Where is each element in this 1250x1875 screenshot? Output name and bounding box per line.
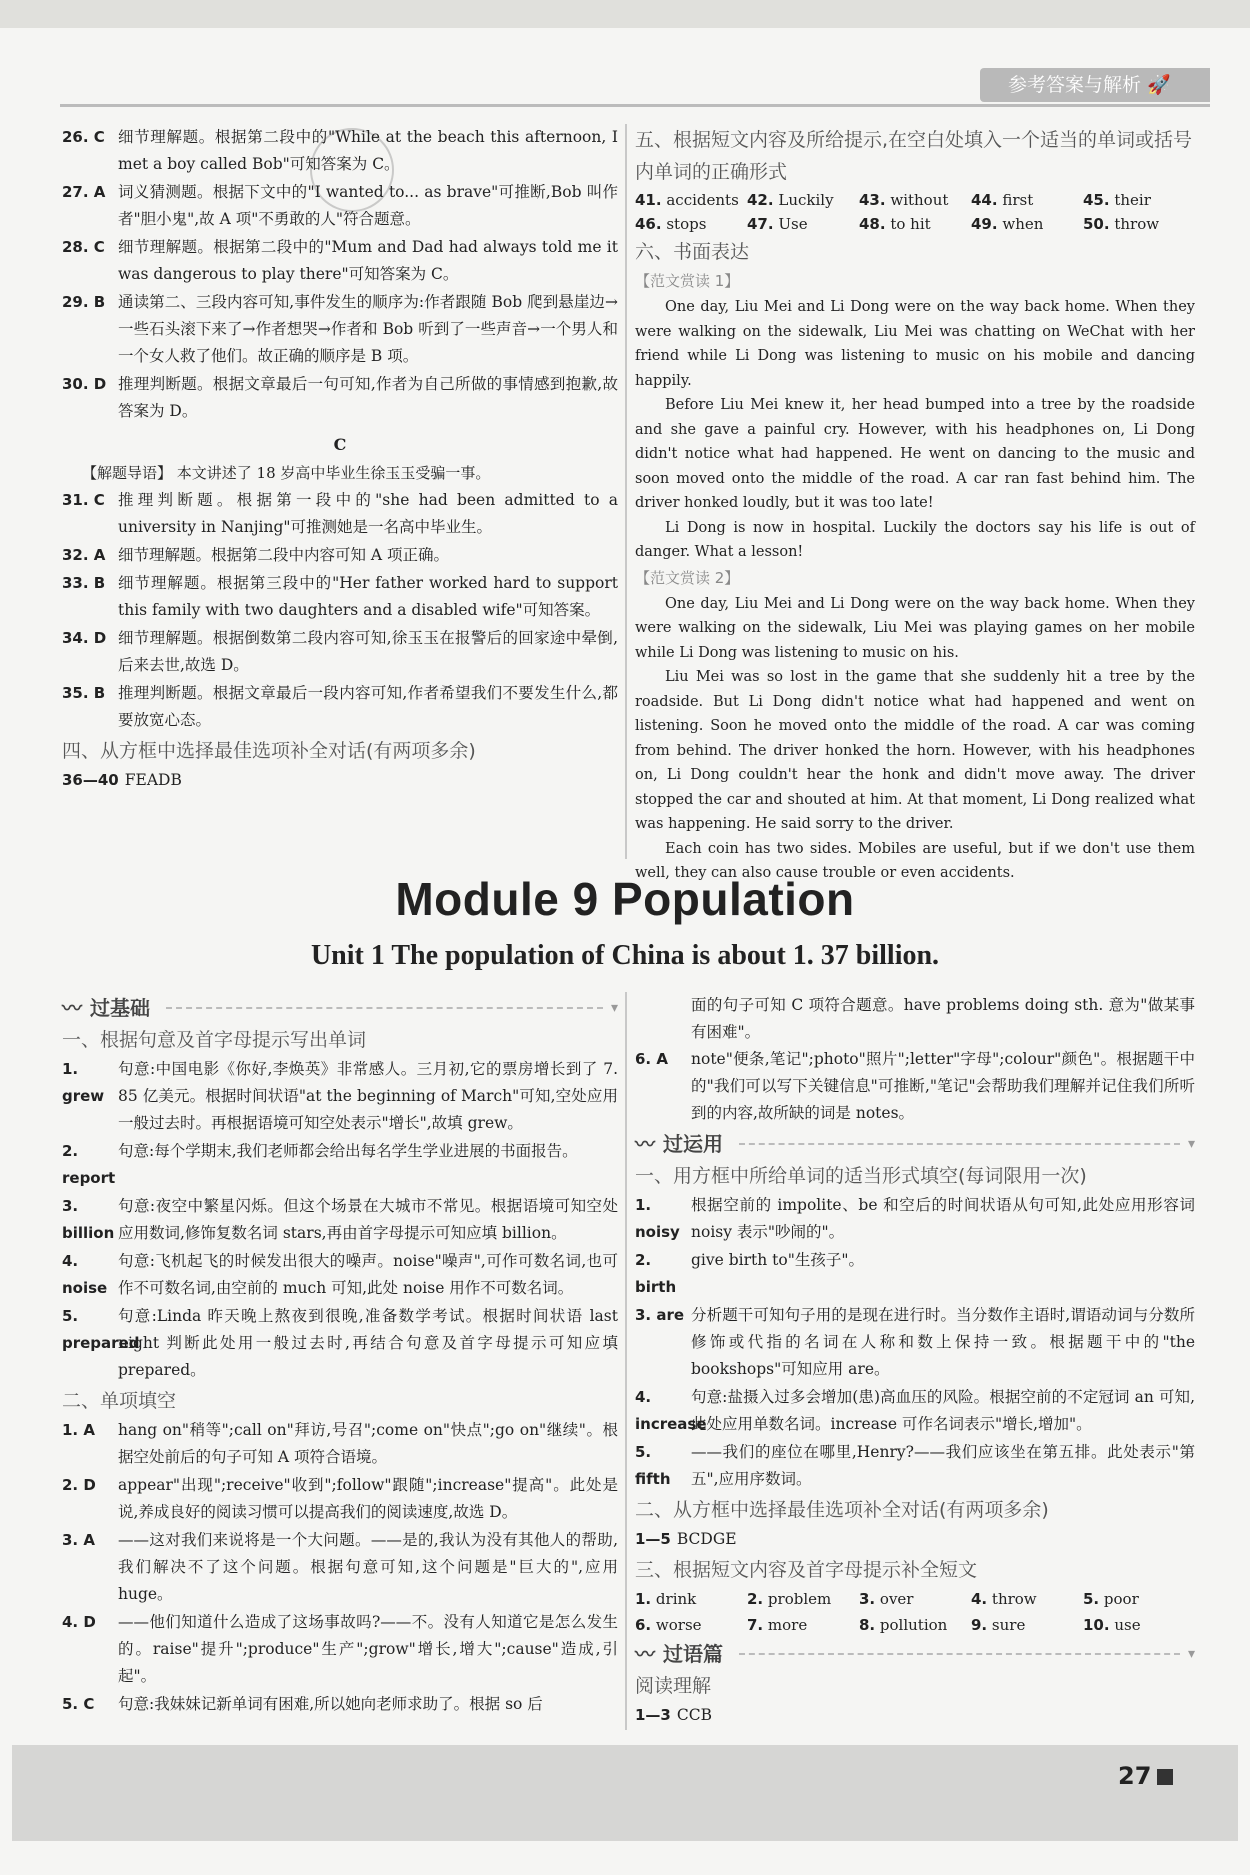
item-number: 5. prepared (62, 1307, 140, 1352)
answer-cell (859, 188, 971, 212)
item-text: give birth to"生孩子"。 (691, 1251, 864, 1269)
item-number: 1. grew (62, 1060, 105, 1105)
list-item (62, 234, 618, 288)
answer-cell (635, 1586, 747, 1612)
section-6-title: 六、书面表达 (635, 241, 750, 263)
item-text: 细节理解题。根据倒数第二段内容可知,徐玉玉在报警后的回家途中晕倒,后来去世,故选 D。 (118, 629, 618, 674)
answer-number: 2. (747, 1590, 764, 1608)
answer-cell (635, 212, 747, 236)
answer-cell (1083, 188, 1195, 212)
answer-number: 41. (635, 191, 662, 209)
item-number: 1. A (62, 1421, 95, 1439)
answer-word: problem (767, 1590, 832, 1608)
item-number: 31. C (62, 491, 105, 509)
item-text: 句意:Linda 昨天晚上熬夜到很晚,准备数学考试。根据时间状语 last night 判断此处用一般过去时,再结合句意及首字母提示可知应填 prepared。 (118, 1307, 618, 1379)
header-tab (980, 68, 1210, 102)
top-right-column (635, 124, 1195, 886)
reading-answer (635, 1702, 1195, 1729)
answer-word: over (879, 1590, 914, 1608)
answer-word: throw (1114, 215, 1160, 233)
item-text: 通读第二、三段内容可知,事件发生的顺序为:作者跟随 Bob 爬到悬崖边→一些石头滚下来了→作者想哭→作者和 Bob 听到了一些声音→一个男人和一个女人救了他们。故正确的顺序是 B 项。 (118, 293, 618, 365)
answer-word: their (1114, 191, 1151, 209)
item-text: note"便条,笔记";photo"照片";letter"字母";colour"颜色"。根据题干中的"我们可以写下关键信息"可推断,"笔记"会帮助我们理解并记住我们所听到的内容,故所缺的词是 notes。 (691, 1050, 1195, 1122)
item-text: 推理判断题。根据第一段中的"she had been admitted to a university in Nanjing"可推测她是一名高中毕业生。 (118, 491, 618, 536)
answer-cell (747, 212, 859, 236)
answer-number: 10. (1083, 1616, 1110, 1634)
answer-number: 8. (859, 1616, 876, 1634)
list-item (62, 1417, 618, 1471)
answer-cell (859, 212, 971, 236)
item-text: 细节理解题。根据第二段中的"While at the beach this afternoon, I met a boy called Bob"可知答案为 C。 (118, 128, 618, 173)
answer-number: 48. (859, 215, 886, 233)
answer-word: to hit (890, 215, 931, 233)
essay-paragraph: Before Liu Mei knew it, her head bumped into a tree by the roadside and she gave a painful cry. However, with his headphones on, Li Dong didn't notice what had happened. He went on dancing to the music and soon moved onto the middle of the road. A car ran fast behind him. The driver honked loudly, but it was too late! (635, 397, 1195, 511)
section-a-title: 一、根据句意及首字母提示写出单词 (62, 1029, 367, 1051)
phase-basic-heading (62, 992, 618, 1024)
item-number: 26. C (62, 128, 105, 146)
answer-word: accidents (666, 191, 739, 209)
list-item (62, 1527, 618, 1608)
section-c-title: 一、用方框中所给单词的适当形式填空(每词限用一次) (635, 1165, 1087, 1187)
answer-cell (859, 1612, 971, 1638)
list-item (62, 1248, 618, 1302)
answer-number: 44. (971, 191, 998, 209)
answer-number: 3. (859, 1590, 876, 1608)
unit-title: Unit 1 The population of China is about 1. 37 billion. (310, 940, 940, 971)
item-text: 句意:夜空中繁星闪烁。但这个场景在大城市不常见。根据语境可知空处应用数词,修饰复数名词 stars,再由首字母提示可知应填 billion。 (118, 1197, 618, 1242)
section-4-answer (62, 767, 618, 794)
list-item (62, 1193, 618, 1247)
item-number: 3. billion (62, 1197, 115, 1242)
section-e-title: 三、根据短文内容及首字母提示补全短文 (635, 1559, 978, 1581)
column-divider-2 (625, 992, 627, 1730)
answer-cell (747, 1612, 859, 1638)
answer-number: 45. (1083, 191, 1110, 209)
list-item (62, 1691, 618, 1718)
answer-cell (635, 1612, 747, 1638)
answer-word: Use (778, 215, 808, 233)
item-text: 推理判断题。根据文章最后一句可知,作者为自己所做的事情感到抱歉,故答案为 D。 (118, 375, 618, 420)
column-divider (625, 124, 627, 859)
answer-word: more (767, 1616, 808, 1634)
sample-1-tag: 【范文赏读 1】 (635, 272, 740, 290)
page-number-text: 27 (1118, 1762, 1152, 1790)
bottom-left-column (62, 992, 618, 1719)
list-item (62, 1138, 618, 1192)
answer-word: Luckily (778, 191, 834, 209)
list-item (62, 289, 618, 370)
section-c-heading: C (333, 435, 347, 454)
item-number: 29. B (62, 293, 106, 311)
answer-range: 36—40 (62, 771, 119, 789)
answer-letters: BCDGE (676, 1530, 737, 1548)
answer-number: 6. (635, 1616, 652, 1634)
header-rule (60, 104, 1210, 107)
item-number: 4. noise (62, 1252, 108, 1297)
item-text: 句意:飞机起飞的时候发出很大的噪声。noise"噪声",可作可数名词,也可作不可数名词,由空前的 much 可知,此处 noise 用作不可数名词。 (118, 1252, 618, 1297)
item-text: 细节理解题。根据第三段中的"Her father worked hard to support this family with two daughters and a disabled wife"可知答案。 (118, 574, 618, 619)
item-text: 句意:中国电影《你好,李焕英》非常感人。三月初,它的票房增长到了 7. 85 亿美元。根据时间状语"at the beginning of March"可知,空处应用一般过去时。再根据语境可知空处表示"增长",故填 grew。 (118, 1060, 618, 1132)
item-number: 3. are (635, 1306, 685, 1324)
list-item (62, 1056, 618, 1137)
list-item (635, 1247, 1195, 1301)
item-number: 2. D (62, 1476, 96, 1494)
section-e-answers (635, 1586, 1195, 1638)
answer-word: first (1002, 191, 1034, 209)
answer-cell (747, 1586, 859, 1612)
item-number: 6. A (635, 1050, 668, 1068)
item-number: 4. D (62, 1613, 96, 1631)
item-number: 3. A (62, 1531, 95, 1549)
answer-cell (1083, 1586, 1195, 1612)
item-number: 4. increase (635, 1388, 707, 1433)
section-d-answer (635, 1526, 1195, 1553)
page-number (1118, 1762, 1173, 1790)
item-number: 32. A (62, 546, 106, 564)
list-item (62, 570, 618, 624)
list-item (62, 124, 618, 178)
item-text: 细节理解题。根据第二段中的"Mum and Dad had always told me it was dangerous to play there"可知答案为 C。 (118, 238, 618, 283)
item-text: 推理判断题。根据文章最后一段内容可知,作者希望我们不要发生什么,都要放宽心态。 (118, 684, 618, 729)
top-left-column (62, 124, 618, 795)
answer-cell (971, 188, 1083, 212)
reading-title: 阅读理解 (635, 1675, 712, 1697)
section-b-title: 二、单项填空 (62, 1390, 177, 1412)
answer-number: 43. (859, 191, 886, 209)
list-item (635, 1046, 1195, 1127)
answer-word: sure (991, 1616, 1026, 1634)
list-item (62, 179, 618, 233)
answer-range: 1—3 (635, 1706, 671, 1724)
item-text: 分析题干可知句子用的是现在进行时。当分数作主语时,谓语动词与分数所修饰或代指的名词在人称和数上保持一致。根据题干中的"the bookshops"可知应用 are。 (691, 1306, 1195, 1378)
answer-cell (859, 1586, 971, 1612)
list-item (635, 1439, 1195, 1493)
item-number: 2. report (62, 1142, 116, 1187)
item-text: 词义猜测题。根据下文中的"I wanted to... as brave"可推断,Bob 叫作者"胆小鬼",故 A 项"不勇敢的人"符合题意。 (118, 183, 618, 228)
item-number: 2. birth (635, 1251, 677, 1296)
list-item (62, 1472, 618, 1526)
item-text: 句意:我妹妹记新单词有困难,所以她向老师求助了。根据 so 后 (118, 1695, 543, 1713)
answer-number: 7. (747, 1616, 764, 1634)
answer-word: stops (666, 215, 707, 233)
footer-band (12, 1745, 1238, 1841)
answer-word: drink (655, 1590, 697, 1608)
essay-paragraph: Each coin has two sides. Mobiles are useful, but if we don't use them well, they can also cause trouble or even accidents. (635, 840, 1195, 881)
phase-basic-label: 过基础 (90, 996, 150, 1020)
essay-paragraph: Li Dong is now in hospital. Luckily the doctors say his life is out of danger. What a lesson! (635, 519, 1195, 560)
phase-text-label: 过语篇 (663, 1642, 723, 1666)
item-number: 34. D (62, 629, 107, 647)
answer-word: when (1002, 215, 1044, 233)
item-number: 33. B (62, 574, 106, 592)
wave-icon: 〰 (635, 1132, 655, 1156)
phase-apply-heading (635, 1128, 1195, 1160)
list-item (62, 542, 618, 569)
list-item (635, 1384, 1195, 1438)
answer-word: use (1114, 1616, 1141, 1634)
item-text: 句意:每个学期末,我们老师都会给出每名学生学业进展的书面报告。 (118, 1142, 578, 1160)
answer-number: 47. (747, 215, 774, 233)
section-4-title: 四、从方框中选择最佳选项补全对话(有两项多余) (62, 740, 476, 762)
answer-cell (971, 1586, 1083, 1612)
item-number: 5. fifth (635, 1443, 671, 1488)
item-text: hang on"稍等";call on"拜访,号召";come on"快点";go on"继续"。根据空处前后的句子可知 A 项符合语境。 (118, 1421, 618, 1466)
answer-cell (1083, 1612, 1195, 1638)
module-title: Module 9 Population (395, 873, 855, 925)
top-band (0, 0, 1250, 28)
item-number: 5. C (62, 1695, 95, 1713)
item-number: 35. B (62, 684, 106, 702)
list-item (62, 487, 618, 541)
answer-cell (971, 212, 1083, 236)
section-d-title: 二、从方框中选择最佳选项补全对话(有两项多余) (635, 1499, 1049, 1521)
bottom-right-column (635, 992, 1195, 1730)
item-text: 根据空前的 impolite、be 和空后的时间状语从句可知,此处应用形容词 noisy 表示"吵闹的"。 (691, 1196, 1195, 1241)
item-text: 细节理解题。根据第二段中内容可知 A 项正确。 (118, 546, 450, 564)
wave-icon: 〰 (635, 1642, 655, 1666)
item-text: ——我们的座位在哪里,Henry?——我们应该坐在第五排。此处表示"第五",应用序数词。 (691, 1443, 1195, 1488)
answer-cell (747, 188, 859, 212)
chevron-down-icon: ▾ (610, 1000, 618, 1016)
answer-word: worse (655, 1616, 702, 1634)
item-text: ——他们知道什么造成了这场事故吗?——不。没有人知道它是怎么发生的。raise"提升";produce"生产";grow"增长,增大";cause"造成,引起"。 (118, 1613, 618, 1685)
answer-word: without (890, 191, 949, 209)
phase-text-heading (635, 1638, 1195, 1670)
chevron-down-icon: ▾ (1187, 1646, 1195, 1662)
sample-2-tag: 【范文赏读 2】 (635, 568, 740, 587)
square-icon (1157, 1769, 1173, 1785)
essay-paragraph: Liu Mei was so lost in the game that she suddenly hit a tree by the roadside. But Li Dong didn't notice what had happened and went on listening. Soon he moved onto the middle of the road. A car was coming from behind. The driver honked the horn. However, with his headphones on, Li Dong couldn't hear the honk and didn't move away. The driver stopped the car and shouted at him. At that moment, Li Dong realized what was happening. He said sorry to the driver. (635, 669, 1195, 832)
item-text: appear"出现";receive"收到";follow"跟随";increase"提高"。此处是说,养成良好的阅读习惯可以提高我们的阅读速度,故选 D。 (118, 1476, 618, 1521)
header-tab-label: 参考答案与解析 (1008, 74, 1142, 96)
continued-text: 面的句子可知 C 项符合题意。have problems doing sth. 意为"做某事有困难"。 (691, 996, 1195, 1041)
list-item (635, 1192, 1195, 1246)
wave-icon: 〰 (62, 996, 82, 1020)
answer-letters: FEADB (124, 771, 182, 789)
answer-word: throw (991, 1590, 1037, 1608)
answer-number: 5. (1083, 1590, 1100, 1608)
essay-paragraph: One day, Liu Mei and Li Dong were on the way back home. When they were walking on the sidewalk, Liu Mei was playing games on her mobile while Li Dong was listening to music on his. (635, 595, 1195, 661)
answer-cell (635, 188, 747, 212)
list-item (62, 1609, 618, 1690)
answer-word: pollution (879, 1616, 948, 1634)
answer-cell (971, 1612, 1083, 1638)
answer-number: 46. (635, 215, 662, 233)
answer-range: 1—5 (635, 1530, 671, 1548)
answer-letters: CCB (676, 1706, 712, 1724)
answer-word: poor (1103, 1590, 1139, 1608)
list-item (635, 1302, 1195, 1383)
item-number: 1. noisy (635, 1196, 680, 1241)
item-number: 30. D (62, 375, 107, 393)
item-number: 27. A (62, 183, 106, 201)
answer-number: 49. (971, 215, 998, 233)
guide-note: 【解题导语】 本文讲述了 18 岁高中毕业生徐玉玉受骗一事。 (82, 464, 491, 482)
list-item (62, 1303, 618, 1384)
list-item (62, 371, 618, 425)
chevron-down-icon: ▾ (1187, 1136, 1195, 1152)
answer-number: 50. (1083, 215, 1110, 233)
item-text: ——这对我们来说将是一个大问题。——是的,我认为没有其他人的帮助,我们解决不了这个问题。根据句意可知,这个问题是"巨大的",应用 huge。 (118, 1531, 618, 1603)
answer-number: 4. (971, 1590, 988, 1608)
item-number: 28. C (62, 238, 105, 256)
rocket-icon: 🚀 (1147, 74, 1171, 96)
phase-apply-label: 过运用 (663, 1132, 723, 1156)
answer-number: 1. (635, 1590, 652, 1608)
answer-number: 42. (747, 191, 774, 209)
answer-cell (1083, 212, 1195, 236)
item-text: 句意:盐摄入过多会增加(患)高血压的风险。根据空前的不定冠词 an 可知,此处应用单数名词。increase 可作名词表示"增长,增加"。 (691, 1388, 1195, 1433)
section-5-title: 五、根据短文内容及所给提示,在空白处填入一个适当的单词或括号内单词的正确形式 (635, 129, 1193, 183)
list-item (62, 680, 618, 734)
answer-number: 9. (971, 1616, 988, 1634)
list-item (62, 625, 618, 679)
essay-paragraph: One day, Liu Mei and Li Dong were on the way back home. When they were walking on the sidewalk, Liu Mei was chatting on WeChat with her friend while Li Dong was listening to music on his mobile and dancing happily. (635, 299, 1195, 389)
section-5-answers (635, 188, 1195, 236)
